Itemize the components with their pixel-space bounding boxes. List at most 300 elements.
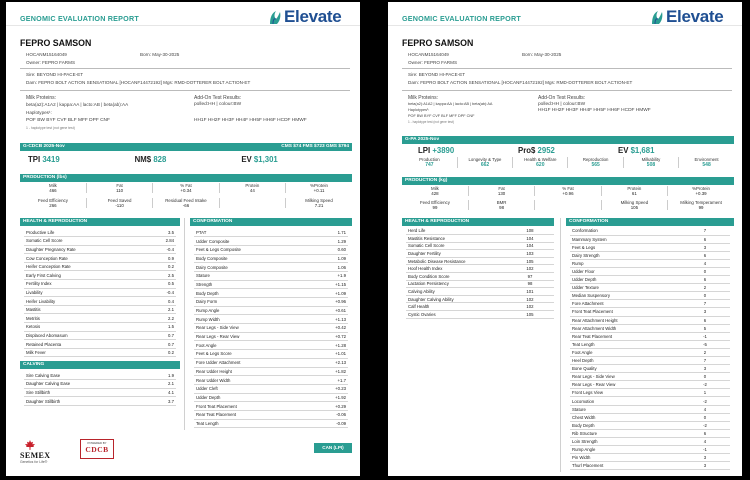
- trait-row: [24, 323, 176, 332]
- trait-value: -2: [680, 397, 730, 405]
- trait-label: Udder Texture: [570, 284, 680, 292]
- trait-value: 103: [506, 250, 554, 258]
- owner: Owner: FEPRO FARMS: [26, 60, 76, 65]
- trait-row: [24, 371, 176, 380]
- trait-row: [570, 332, 730, 340]
- trait-row: [194, 228, 348, 237]
- haplotypes-value: POF BW BYF CVF BLF MFF DPF CNF: [408, 114, 475, 118]
- trait-value: 3: [680, 308, 730, 316]
- trait-label: Rear Legs - Rear View: [194, 332, 306, 341]
- trait-row: [24, 228, 176, 237]
- trait-label: Early First Calving: [24, 271, 134, 280]
- health-header: HEALTH & REPRODUCTION: [402, 218, 554, 226]
- trait-value: +1.82: [306, 367, 348, 376]
- trait-value: 104: [506, 242, 554, 250]
- trait-row: [24, 254, 176, 263]
- trait-value: 1.5: [134, 323, 176, 332]
- trait-row: [570, 389, 730, 397]
- trait-value: 102: [506, 265, 554, 273]
- trait-label: Udder Composite: [194, 237, 306, 246]
- trait-value: -2: [680, 421, 730, 429]
- trait-row: [24, 237, 176, 246]
- trait-value: -0.06: [306, 410, 348, 419]
- trait-row: [406, 311, 554, 319]
- trait-value: 0.7: [134, 331, 176, 340]
- trait-label: Front Teat Placement: [194, 402, 306, 411]
- efficiency-table: Feed Efficiency Feed Saved Residual Feed Intake Milking Speed 266 -110 -66 7.21: [20, 198, 352, 208]
- trait-value: 7: [680, 300, 730, 308]
- bull-icon: [650, 9, 664, 25]
- trait-row: [194, 324, 348, 333]
- trait-label: Productive Life: [24, 228, 134, 237]
- trait-row: [194, 315, 348, 324]
- conformation-table: [570, 227, 730, 470]
- index-row: [418, 145, 718, 156]
- trait-value: 2.1: [134, 380, 176, 389]
- trait-label: Locomotion: [570, 397, 680, 405]
- report-title: GENOMIC EVALUATION REPORT: [20, 14, 139, 23]
- trait-value: 3: [680, 365, 730, 373]
- animal-name: FEPRO SAMSON: [402, 38, 474, 48]
- trait-value: +1.15: [306, 280, 348, 289]
- addon-label: Add-On Test Results:: [538, 95, 586, 101]
- report-title: GENOMIC EVALUATION REPORT: [402, 14, 521, 23]
- trait-value: 6: [680, 235, 730, 243]
- trait-row: [570, 397, 730, 405]
- trait-row: [570, 316, 730, 324]
- conformation-table: [194, 228, 348, 428]
- trait-row: [24, 280, 176, 289]
- trait-row: [194, 367, 348, 376]
- trait-label: Dairy Strength: [570, 251, 680, 259]
- trait-value: 4: [680, 259, 730, 267]
- trait-label: Body Depth: [194, 289, 306, 298]
- trait-value: +1.01: [306, 350, 348, 359]
- trait-value: 1.09: [306, 254, 348, 263]
- trait-row: [194, 332, 348, 341]
- trait-label: Rear Teat Placement: [570, 332, 680, 340]
- brand-name: Elevate: [284, 7, 342, 26]
- trait-label: Displaced Abomasum: [24, 331, 134, 340]
- trait-row: [194, 350, 348, 359]
- trait-label: Rump Width: [194, 315, 306, 324]
- trait-label: Rear Legs - Side View: [570, 373, 680, 381]
- hh-codes: HH1F HH2F HH3F HH4F HH5F HH6F HCDF HMWF: [194, 118, 307, 123]
- bull-icon: [268, 9, 282, 25]
- trait-row: [406, 235, 554, 243]
- trait-label: Rib Structure: [570, 429, 680, 437]
- trait-row: [570, 373, 730, 381]
- trait-label: Udder Cleft: [194, 384, 306, 393]
- trait-value: 1: [680, 389, 730, 397]
- trait-label: Feet & Legs Score: [194, 350, 306, 359]
- trait-value: 0.60: [306, 245, 348, 254]
- trait-label: Daughter Fertility: [406, 250, 506, 258]
- trait-value: -0.4: [134, 288, 176, 297]
- trait-value: 7: [680, 227, 730, 235]
- can-lpi-button[interactable]: CAN (LPI): [314, 443, 352, 453]
- trait-value: 2.5: [134, 271, 176, 280]
- trait-label: Ketosis: [24, 323, 134, 332]
- semex-logo: [20, 440, 64, 468]
- trait-row: [24, 397, 176, 406]
- trait-row: [194, 271, 348, 280]
- index-header: G-CDCB 2025-Nov: [23, 144, 65, 149]
- milk-proteins-value: beta(a2):A1A2 | kappa:AA | lacto:AB | beta(ab):AA: [26, 102, 129, 107]
- trait-label: Dairy Composite: [194, 263, 306, 272]
- trait-label: Rump Angle: [194, 306, 306, 315]
- brand-name: Elevate: [666, 7, 724, 26]
- trait-label: Teat Length: [570, 340, 680, 348]
- trait-label: Pin Width: [570, 454, 680, 462]
- trait-label: Rear Attachment Width: [570, 324, 680, 332]
- trait-value: 0.9: [134, 254, 176, 263]
- owner: Owner: FEPRO FARMS: [408, 60, 458, 65]
- trait-value: +0.42: [306, 324, 348, 333]
- trait-row: [194, 341, 348, 350]
- trait-value: 108: [506, 227, 554, 235]
- conformation-header: CONFORMATION: [566, 218, 734, 226]
- trait-row: [24, 388, 176, 397]
- trait-value: -1: [680, 446, 730, 454]
- trait-value: 0: [680, 413, 730, 421]
- trait-row: [406, 273, 554, 281]
- hh-codes: HH1F HH2F HH3F HH4F HH5F HH6F HCDF HMWF: [538, 108, 651, 113]
- trait-label: Strength: [194, 280, 306, 289]
- trait-value: 2.2: [134, 314, 176, 323]
- index-row: [28, 154, 348, 165]
- trait-label: Sire Calving Ease: [24, 371, 134, 380]
- trait-row: [570, 227, 730, 235]
- trait-row: [570, 300, 730, 308]
- trait-row: [570, 276, 730, 284]
- trait-label: Loin Strength: [570, 437, 680, 445]
- trait-label: Rear Udder Height: [194, 367, 306, 376]
- trait-value: 97: [506, 273, 554, 281]
- trait-row: [570, 235, 730, 243]
- trait-value: 105: [506, 311, 554, 319]
- trait-value: 3: [680, 454, 730, 462]
- trait-label: Rear Legs - Side View: [194, 324, 306, 333]
- trait-label: Rear Udder Width: [194, 376, 306, 385]
- trait-value: 2: [680, 284, 730, 292]
- trait-label: Mastitis: [24, 305, 134, 314]
- trait-value: +0.72: [306, 332, 348, 341]
- trait-value: 104: [506, 235, 554, 243]
- trait-label: Front Teat Placement: [570, 308, 680, 316]
- trait-value: 0: [680, 292, 730, 300]
- trait-label: Cystic Ovaries: [406, 311, 506, 319]
- trait-value: 0.5: [134, 280, 176, 289]
- trait-label: Metabolic Disease Resistance: [406, 257, 506, 265]
- trait-label: Daughter Pregnancy Rate: [24, 245, 134, 254]
- trait-value: 4: [680, 405, 730, 413]
- production-header: PRODUCTION (lbs): [20, 174, 352, 182]
- trait-row: [194, 237, 348, 246]
- trait-row: [406, 265, 554, 273]
- trait-row: [194, 306, 348, 315]
- divider: [402, 68, 732, 69]
- trait-row: [24, 348, 176, 357]
- health-table: [24, 228, 176, 357]
- elevate-logo: [268, 7, 341, 27]
- divider: [402, 90, 732, 91]
- semex-tagline: Genetics for Life®: [20, 460, 48, 464]
- trait-value: +1.9: [306, 271, 348, 280]
- trait-label: Stature: [570, 405, 680, 413]
- trait-row: [24, 271, 176, 280]
- trait-label: Cow Conception Rate: [24, 254, 134, 263]
- trait-label: Sire Stillbirth: [24, 388, 134, 397]
- trait-label: Somatic Cell Score: [406, 242, 506, 250]
- calving-header: CALVING: [20, 361, 180, 369]
- trait-label: Mastitis Resistance: [406, 235, 506, 243]
- trait-row: [570, 413, 730, 421]
- column-separator: [560, 218, 561, 472]
- birth-date: Born: May-30-2025: [140, 52, 180, 57]
- trait-value: 98: [506, 280, 554, 288]
- trait-row: [570, 251, 730, 259]
- index-cell: EV $1,681: [618, 146, 655, 155]
- haplotypes-label: Haplotypes¹:: [26, 110, 52, 115]
- trait-label: Udder Depth: [570, 276, 680, 284]
- trait-label: Bone Quality: [570, 365, 680, 373]
- trait-row: [194, 376, 348, 385]
- trait-row: [570, 259, 730, 267]
- trait-value: 6: [680, 316, 730, 324]
- trait-row: [406, 242, 554, 250]
- trait-row: [24, 297, 176, 306]
- haplotypes-value: POF BW BYF CVF BLF MFF DPF CNF: [26, 118, 110, 123]
- trait-label: Foot Angle: [194, 341, 306, 350]
- milk-proteins-label: Milk Proteins:: [26, 95, 57, 101]
- trait-label: Somatic Cell Score: [24, 237, 134, 246]
- trait-value: 3: [680, 243, 730, 251]
- trait-label: Foot Angle: [570, 348, 680, 356]
- trait-row: [406, 227, 554, 235]
- trait-value: 2.84: [134, 237, 176, 246]
- trait-label: Thurl Placement: [570, 462, 680, 470]
- trait-value: 6: [680, 429, 730, 437]
- trait-row: [24, 380, 176, 389]
- trait-label: Daughter Stillbirth: [24, 397, 134, 406]
- health-table: [406, 227, 554, 319]
- trait-label: Rear Attachment Height: [570, 316, 680, 324]
- trait-label: Rump Angle: [570, 446, 680, 454]
- index-cell: LPI +3890: [418, 146, 455, 155]
- maple-leaf-icon: [24, 440, 36, 450]
- trait-row: [406, 295, 554, 303]
- trait-value: 0.2: [134, 348, 176, 357]
- trait-label: Retained Placenta: [24, 340, 134, 349]
- trait-value: 2.1: [134, 305, 176, 314]
- trait-value: -2: [680, 381, 730, 389]
- trait-label: Feet & Legs Composite: [194, 245, 306, 254]
- trait-label: Calving Ability: [406, 288, 506, 296]
- trait-row: [570, 357, 730, 365]
- trait-row: [194, 384, 348, 393]
- trait-row: [24, 314, 176, 323]
- trait-row: [194, 393, 348, 402]
- trait-value: -5: [680, 340, 730, 348]
- trait-value: 7: [680, 357, 730, 365]
- trait-value: +1.7: [306, 376, 348, 385]
- trait-value: 0.2: [134, 262, 176, 271]
- index-cell: EV $1,301: [241, 155, 278, 164]
- addon-label: Add-On Test Results:: [194, 95, 242, 101]
- trait-row: [24, 245, 176, 254]
- trait-value: 1.71: [306, 228, 348, 237]
- trait-value: -1: [680, 332, 730, 340]
- trait-row: [194, 245, 348, 254]
- cdcb-name: CDCB: [85, 445, 109, 454]
- trait-label: Fore Attachment: [570, 300, 680, 308]
- dam: Dam: FEPRO BOLT ACTION SENSATIONAL [HOCANF14472192] Mgs: RMD-DOTTERER BOLT ACTION-ET: [26, 80, 251, 85]
- trait-label: Chest Width: [570, 413, 680, 421]
- trait-row: [406, 280, 554, 288]
- trait-row: [194, 263, 348, 272]
- addon-value: polled:HH | colour:BW: [194, 102, 242, 107]
- trait-value: +1.28: [306, 341, 348, 350]
- trait-label: Livability: [24, 288, 134, 297]
- trait-value: -0.09: [306, 419, 348, 428]
- trait-row: [570, 284, 730, 292]
- trait-label: Fertility Index: [24, 280, 134, 289]
- trait-label: Herd Life: [406, 227, 506, 235]
- trait-row: [570, 308, 730, 316]
- trait-value: 1.9: [134, 371, 176, 380]
- trait-value: +0.29: [306, 402, 348, 411]
- sub-index-table: Production Longevity & Type Health & Welfare Reproduction Milkability Environment 747 662 620 565 508 548: [402, 157, 734, 168]
- trait-value: 105: [506, 257, 554, 265]
- trait-label: Heel Depth: [570, 357, 680, 365]
- trait-label: Dairy Form: [194, 298, 306, 307]
- milk-proteins-label: Milk Proteins:: [408, 95, 439, 101]
- trait-label: Fore Udder Attachment: [194, 358, 306, 367]
- milk-proteins-value: beta(a2):A1A2 | kappa:AA | lacto:AB | beta(ab):AA: [408, 102, 493, 106]
- trait-label: Feet & Legs: [570, 243, 680, 251]
- trait-label: Metritis: [24, 314, 134, 323]
- elevate-logo: [650, 7, 723, 27]
- trait-label: Body Depth: [570, 421, 680, 429]
- trait-row: [194, 358, 348, 367]
- trait-row: [24, 288, 176, 297]
- trait-row: [570, 381, 730, 389]
- trait-row: [570, 446, 730, 454]
- trait-label: Daughter Calving Ability: [406, 295, 506, 303]
- trait-row: [570, 462, 730, 470]
- trait-label: Front Legs View: [570, 389, 680, 397]
- trait-value: 0: [680, 373, 730, 381]
- trait-value: 102: [506, 303, 554, 311]
- trait-label: Daughter Calving Ease: [24, 380, 134, 389]
- trait-value: +1.92: [306, 393, 348, 402]
- sire: Sire: BEYOND HI-PACE-ET: [26, 72, 84, 77]
- trait-row: [570, 429, 730, 437]
- trait-label: Heifer Conception Rate: [24, 262, 134, 271]
- trait-row: [570, 421, 730, 429]
- trait-value: 4: [680, 437, 730, 445]
- trait-label: Teat Length: [194, 419, 306, 428]
- index-cell: TPI 3419: [28, 155, 60, 164]
- trait-row: [194, 419, 348, 428]
- trait-row: [194, 254, 348, 263]
- calving-table: [24, 371, 176, 406]
- haplotype-footnote: 1 - haplotype test (not gene test): [26, 126, 75, 130]
- trait-value: 0.7: [134, 340, 176, 349]
- cdcb-logo: [80, 439, 114, 459]
- trait-label: Hoof Health Index: [406, 265, 506, 273]
- trait-label: Mammary System: [570, 235, 680, 243]
- trait-value: -0.4: [134, 245, 176, 254]
- addon-value: polled:HH | colour:BW: [538, 102, 586, 107]
- trait-label: Lactation Persistency: [406, 280, 506, 288]
- report-page-lpi: [388, 2, 742, 476]
- trait-value: +2.13: [306, 358, 348, 367]
- trait-row: [194, 280, 348, 289]
- report-header: [6, 2, 360, 26]
- sire: Sire: BEYOND HI-PACE-ET: [408, 72, 466, 77]
- registration-id: HOCANM15164049: [26, 52, 67, 57]
- trait-value: 0: [680, 267, 730, 275]
- trait-label: Milk Fever: [24, 348, 134, 357]
- trait-row: [570, 267, 730, 275]
- conformation-header: CONFORMATION: [190, 218, 352, 226]
- trait-row: [194, 289, 348, 298]
- trait-value: 6: [680, 276, 730, 284]
- trait-value: 6: [680, 251, 730, 259]
- column-separator: [184, 218, 185, 430]
- trait-value: 3.7: [134, 397, 176, 406]
- trait-label: Calf Health: [406, 303, 506, 311]
- trait-row: [570, 454, 730, 462]
- index-header-right: CMS $74 FMS $723 GMS $794: [281, 144, 349, 149]
- report-page-cdcb: [6, 2, 360, 476]
- trait-row: [406, 257, 554, 265]
- divider: [20, 68, 350, 69]
- trait-label: PTAT: [194, 228, 306, 237]
- trait-value: 1.29: [306, 237, 348, 246]
- haplotypes-label: Haplotypes¹:: [408, 108, 430, 112]
- production-table: Milk Fat % Fat Protein %Protein 428 130 +0.96 61 +0.39: [402, 186, 734, 196]
- trait-label: Rear Legs - Rear View: [570, 381, 680, 389]
- efficiency-table: Feed Efficiency BMR Milking Speed Milking Temperament 99 98 105 99: [402, 200, 734, 210]
- trait-row: [406, 250, 554, 258]
- trait-value: 0.4: [134, 297, 176, 306]
- trait-row: [570, 243, 730, 251]
- index-header-bar: [20, 143, 352, 151]
- index-cell: NM$ 828: [134, 155, 167, 164]
- trait-value: 3: [680, 462, 730, 470]
- report-header: [388, 2, 742, 26]
- trait-row: [194, 298, 348, 307]
- trait-label: Rear Teat Placement: [194, 410, 306, 419]
- trait-value: +1.13: [306, 315, 348, 324]
- trait-row: [570, 437, 730, 445]
- trait-row: [570, 340, 730, 348]
- birth-date: Born: May-30-2025: [522, 52, 562, 57]
- trait-value: 1.06: [306, 263, 348, 272]
- trait-value: 4.1: [134, 388, 176, 397]
- production-table: Milk Fat % Fat Protein %Protein 466 110 +0.34 44 +0.11: [20, 183, 352, 193]
- trait-label: Heifer Livability: [24, 297, 134, 306]
- trait-label: Udder Depth: [194, 393, 306, 402]
- trait-value: 3.5: [134, 228, 176, 237]
- trait-row: [24, 340, 176, 349]
- trait-value: 2: [680, 348, 730, 356]
- trait-label: Conformation: [570, 227, 680, 235]
- dam: Dam: FEPRO BOLT ACTION SENSATIONAL [HOCANF14472192] Mgs: RMD-DOTTERER BOLT ACTION-ET: [408, 80, 633, 85]
